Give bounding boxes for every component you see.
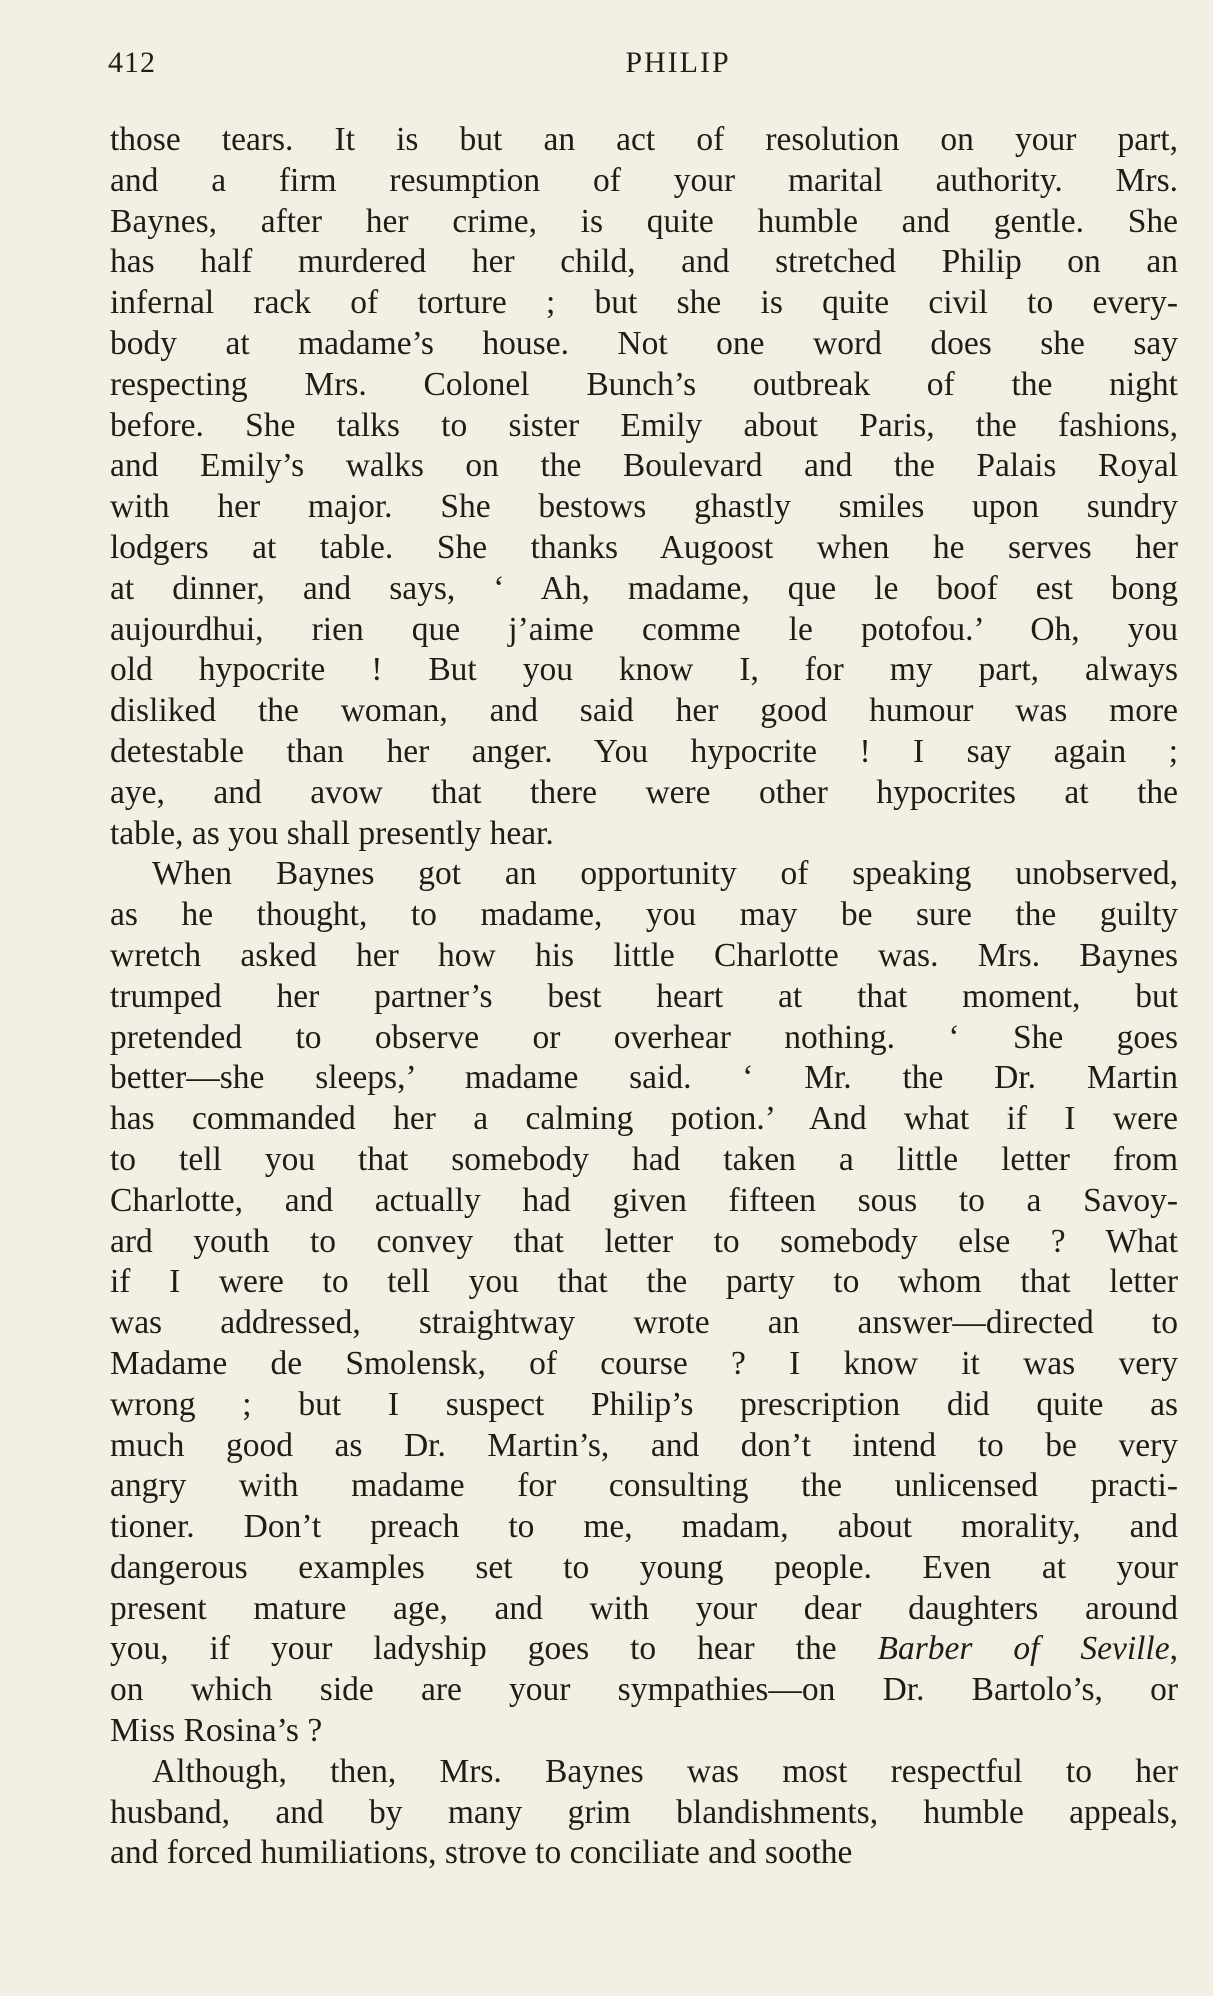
text-line: Baynes, after her crime, is quite humble and gentle. She (110, 202, 1178, 240)
text-line: trumped her partner’s best heart at that moment, but (110, 977, 1178, 1015)
text-line: ard youth to convey that letter to somebody else ? What (110, 1222, 1178, 1260)
text-line: and Emily’s walks on the Boulevard and the Palais Royal (110, 447, 1178, 485)
text-line: with her major. She bestows ghastly smiles upon sundry (110, 488, 1178, 526)
running-head (108, 46, 1178, 86)
text-line: Madame de Smolensk, of course ? I know it was very (110, 1344, 1178, 1382)
text-line: Although, then, Mrs. Baynes was most respectful to her (152, 1752, 1178, 1790)
text-line: aujourdhui, rien que j’aime comme le potofou.’ Oh, you (110, 610, 1178, 648)
text-line: present mature age, and with your dear daughters around (110, 1589, 1178, 1627)
text-line: and forced humiliations, strove to conciliate and soothe (110, 1834, 853, 1872)
text-line: table, as you shall presently hear. (110, 814, 554, 852)
body-text (110, 120, 1178, 1874)
paragraph (110, 1752, 1178, 1874)
paragraph (110, 120, 1178, 854)
text-line: Charlotte, and actually had given fifteen sous to a Savoy- (110, 1181, 1178, 1219)
text-line: disliked the woman, and said her good humour was more (110, 692, 1178, 730)
text-line: respecting Mrs. Colonel Bunch’s outbreak of the night (110, 365, 1178, 403)
text-line: infernal rack of torture ; but she is quite civil to every- (110, 284, 1178, 322)
text-line: much good as Dr. Martin’s, and don’t intend to be very (110, 1426, 1178, 1464)
text-line: husband, and by many grim blandishments, humble appeals, (110, 1793, 1178, 1831)
text-line: at dinner, and says, ‘ Ah, madame, que le boof est bong (110, 569, 1178, 607)
page-number: 412 (108, 46, 156, 79)
paragraph (110, 854, 1178, 1752)
text-line: you, if your ladyship goes to hear the Barber of Seville, (110, 1630, 1178, 1668)
text-line: and a firm resumption of your marital authority. Mrs. (110, 161, 1178, 199)
text-line: before. She talks to sister Emily about Paris, the fashions, (110, 406, 1178, 444)
text-line: body at madame’s house. Not one word does she say (110, 324, 1178, 362)
text-line: dangerous examples set to young people. Even at your (110, 1548, 1178, 1586)
text-line: to tell you that somebody had taken a little letter from (110, 1140, 1178, 1178)
text-line: pretended to observe or overhear nothing. ‘ She goes (110, 1018, 1178, 1056)
text-line: on which side are your sympathies—on Dr. Bartolo’s, or (110, 1671, 1178, 1709)
text-line: better—she sleeps,’ madame said. ‘ Mr. the Dr. Martin (110, 1059, 1178, 1097)
text-line: wrong ; but I suspect Philip’s prescription did quite as (110, 1385, 1178, 1423)
text-line: aye, and avow that there were other hypocrites at the (110, 773, 1178, 811)
text-line: angry with madame for consulting the unlicensed practi- (110, 1467, 1178, 1505)
text-line: those tears. It is but an act of resolution on your part, (110, 121, 1178, 158)
text-line: detestable than her anger. You hypocrite ! I say again ; (110, 732, 1178, 770)
text-line: Miss Rosina’s ? (110, 1712, 323, 1750)
text-line: old hypocrite ! But you know I, for my part, always (110, 651, 1178, 689)
text-line: lodgers at table. She thanks Augoost when he serves her (110, 528, 1178, 566)
text-line: has commanded her a calming potion.’ And what if I were (110, 1100, 1178, 1138)
text-line: tioner. Don’t preach to me, madam, about morality, and (110, 1508, 1178, 1546)
italic-title: Barber of Seville (877, 1630, 1170, 1668)
text-line: as he thought, to madame, you may be sure the guilty (110, 896, 1178, 934)
text-line: has half murdered her child, and stretched Philip on an (110, 243, 1178, 281)
text-line: was addressed, straightway wrote an answer—directed to (110, 1304, 1178, 1342)
running-title: PHILIP (625, 46, 731, 79)
text-line: When Baynes got an opportunity of speaking unobserved, (152, 855, 1178, 893)
text-line: wretch asked her how his little Charlotte was. Mrs. Baynes (110, 936, 1178, 974)
text-line: if I were to tell you that the party to whom that letter (110, 1263, 1178, 1301)
